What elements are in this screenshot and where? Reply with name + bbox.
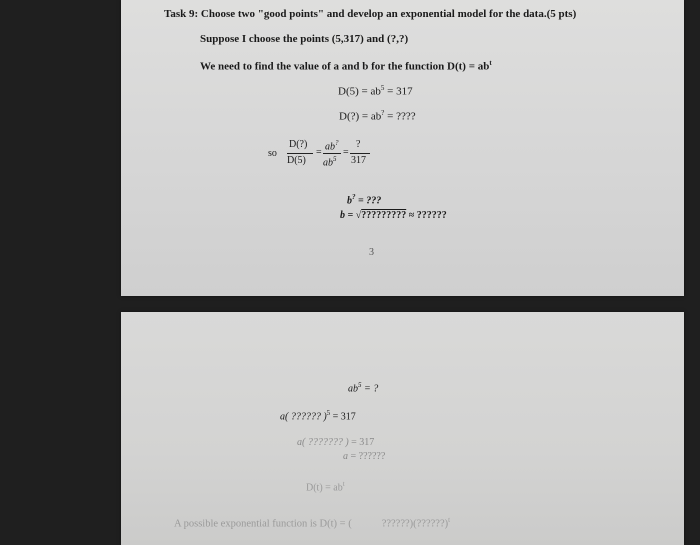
- a-sup: 5: [326, 409, 331, 417]
- worksheet-page-1: [121, 0, 684, 296]
- d-sup: t: [342, 480, 345, 488]
- worksheet-page-2: [121, 312, 684, 545]
- equation-dq: [339, 109, 416, 123]
- need-text: We need to find the value of a and b for the function D(t) = ab: [200, 60, 490, 73]
- b-line1: b: [347, 195, 352, 207]
- final-sup: t: [448, 516, 451, 524]
- b-power-line: [347, 193, 381, 206]
- a-line3-left: a: [343, 451, 348, 462]
- fraction-num-1: D(?): [289, 139, 308, 150]
- fraction-bar-1: [287, 153, 313, 154]
- final-right: )(??????): [409, 518, 449, 530]
- root-symbol: √: [355, 210, 362, 221]
- final-answer: [174, 516, 450, 530]
- b-line2-under: ?????????: [361, 210, 407, 221]
- d-line: D(t) = ab: [306, 482, 343, 494]
- dq-right: = ????: [384, 110, 416, 123]
- suppose-line: Suppose I choose the points (5,317) and (?,?): [200, 33, 409, 45]
- fraction-den-1: D(5): [287, 155, 306, 166]
- b-line2-left: b =: [340, 210, 356, 221]
- ab-equation: [348, 381, 378, 394]
- a-rest: = 317: [330, 411, 356, 423]
- so-label: so: [268, 148, 277, 159]
- fraction-eq-2: =: [343, 147, 349, 158]
- d5-sup: 5: [380, 84, 385, 92]
- a-line3-right: = ??????: [348, 451, 386, 462]
- page-number: 3: [369, 247, 374, 258]
- a-line2-left: a( ??????? ): [297, 437, 349, 448]
- fraction-num-3: ?: [356, 139, 361, 150]
- task-heading: Task 9: Choose two "good points" and develop an exponential model for the data.(5 pts): [164, 8, 577, 20]
- a-equation-2: [297, 437, 374, 448]
- d5-right: = 317: [384, 85, 413, 98]
- ab-line: ab: [348, 383, 358, 395]
- need-sup: t: [489, 59, 492, 67]
- fraction-den-3: 317: [351, 155, 366, 166]
- ab-sup: 5: [358, 381, 362, 389]
- num2-text: ab: [325, 141, 335, 153]
- need-line: [200, 59, 492, 73]
- equation-d5: [338, 84, 413, 98]
- fraction-den-2: [323, 155, 337, 168]
- fraction-bar-2: [323, 153, 341, 154]
- b-line1-sup: ?: [352, 193, 356, 201]
- final-left: A possible exponential function is D(t) = (: [174, 518, 352, 530]
- num2-sup: ?: [335, 139, 339, 147]
- b-line2-right: ≈ ??????: [406, 210, 447, 221]
- final-mid: ??????: [381, 518, 410, 530]
- fraction-eq-1: =: [316, 147, 322, 158]
- dq-sup: ?: [381, 109, 385, 117]
- d5-left: D(5) = ab: [338, 85, 381, 98]
- d-function: [306, 480, 345, 493]
- b-root-line: [340, 210, 447, 221]
- ab-rest: = ?: [361, 383, 379, 395]
- fraction-num-2: [325, 139, 339, 152]
- dq-left: D(?) = ab: [339, 110, 382, 123]
- a-line2-right: = 317: [348, 437, 375, 448]
- den2-text: ab: [323, 157, 333, 169]
- den2-sup: 5: [333, 155, 337, 163]
- a-equation-3: [343, 451, 385, 462]
- a-equation-1: [280, 409, 356, 422]
- fraction-bar-3: [350, 153, 370, 154]
- a-line: a( ?????? ): [280, 411, 327, 423]
- b-line1-rest: = ???: [355, 195, 382, 207]
